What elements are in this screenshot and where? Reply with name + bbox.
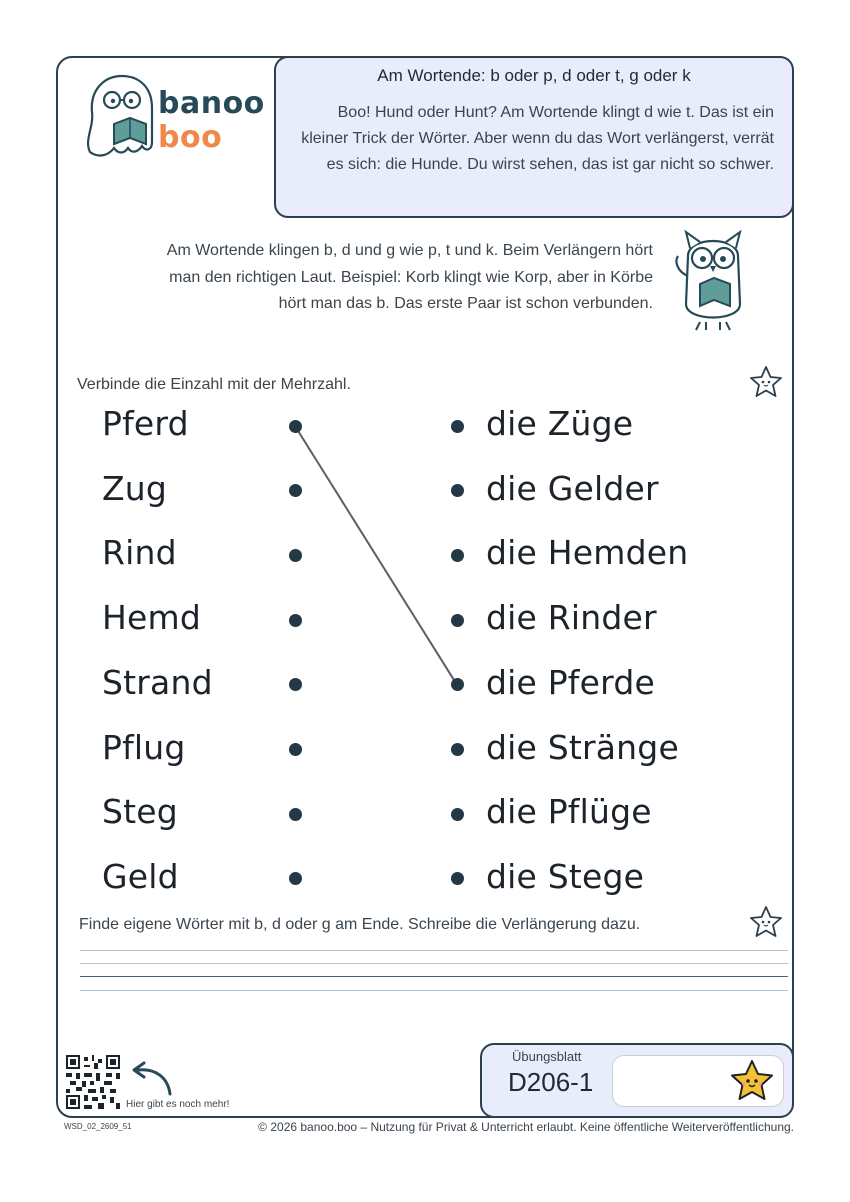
plural-word: die Pferde (486, 662, 655, 702)
star-face-icon (748, 364, 784, 400)
writing-line-base[interactable] (80, 976, 788, 977)
exercise-badge (480, 1043, 794, 1118)
copyright-notice: © 2026 banoo.boo – Nutzung für Privat & Unterricht erlaubt. Keine öffentliche Weiterveröffentlichung. (258, 1120, 794, 1134)
intro-text: Boo! Hund oder Hunt? Am Wortende klingt d wie t. Das ist ein kleiner Trick der Wörter. Aber wenn du das Wort verlängerst, verrät es sich: die Hunde. Du wirst sehen, das ist gar nicht so schwer. (301, 104, 774, 173)
right-connect-dot[interactable] (451, 484, 464, 497)
star-face-icon (748, 904, 784, 940)
score-field[interactable] (612, 1055, 784, 1107)
sheet-code: WSD_02_2609_51 (64, 1122, 132, 1131)
star-face-icon (729, 1058, 775, 1104)
task1-instruction: Verbinde die Einzahl mit der Mehrzahl. (77, 376, 351, 393)
right-connect-dot[interactable] (451, 420, 464, 433)
singular-word: Geld (102, 856, 179, 896)
owl-reading-icon (660, 226, 760, 336)
brand-name-line2: boo (158, 120, 223, 155)
plural-word: die Rinder (486, 598, 657, 638)
writing-line-bottom[interactable] (80, 990, 788, 991)
right-connect-dot[interactable] (451, 743, 464, 756)
singular-word: Hemd (102, 598, 202, 638)
plural-word: die Stege (486, 856, 645, 896)
writing-line-upper[interactable] (80, 963, 788, 964)
right-connect-dot[interactable] (451, 614, 464, 627)
left-connect-dot[interactable] (289, 420, 302, 433)
left-connect-dot[interactable] (289, 872, 302, 885)
left-connect-dot[interactable] (289, 549, 302, 562)
singular-word: Zug (102, 468, 168, 508)
right-connect-dot[interactable] (451, 808, 464, 821)
right-connect-dot[interactable] (451, 872, 464, 885)
left-connect-dot[interactable] (289, 808, 302, 821)
plural-word: die Hemden (486, 533, 689, 573)
plural-word: die Pflüge (486, 792, 652, 832)
singular-word: Pflug (102, 727, 186, 767)
singular-word: Pferd (102, 404, 189, 443)
hint-text: Am Wortende klingen b, d und g wie p, t und k. Beim Verlängern hört man den richtigen Laut. Beispiel: Korb klingt wie Korp, aber in Körbe hört man das b. Das erste Paar ist schon verbunden. (166, 242, 653, 312)
plural-word: die Züge (486, 404, 634, 443)
left-connect-dot[interactable] (289, 614, 302, 627)
right-connect-dot[interactable] (451, 678, 464, 691)
left-connect-dot[interactable] (289, 484, 302, 497)
singular-word: Steg (102, 792, 178, 832)
exercise-code: D206-1 (508, 1067, 594, 1097)
left-connect-dot[interactable] (289, 743, 302, 756)
brand-name-line1: banoo (158, 86, 265, 121)
curved-arrow-icon (126, 1060, 176, 1098)
plural-word: die Stränge (486, 727, 679, 767)
right-connect-dot[interactable] (451, 549, 464, 562)
intro-box (274, 56, 794, 218)
exercise-label: Übungsblatt (512, 1049, 582, 1064)
worksheet-title: Am Wortende: b oder p, d oder t, g oder k (377, 66, 691, 85)
qr-code-icon[interactable] (66, 1055, 120, 1109)
more-link-label[interactable]: Hier gibt es noch mehr! (126, 1099, 230, 1110)
writing-line-top[interactable] (80, 950, 788, 951)
plural-word: die Gelder (486, 468, 659, 508)
task2-instruction: Finde eigene Wörter mit b, d oder g am Ende. Schreibe die Verlängerung dazu. (79, 916, 641, 933)
left-connect-dot[interactable] (289, 678, 302, 691)
singular-word: Strand (102, 662, 213, 702)
singular-word: Rind (102, 533, 177, 573)
